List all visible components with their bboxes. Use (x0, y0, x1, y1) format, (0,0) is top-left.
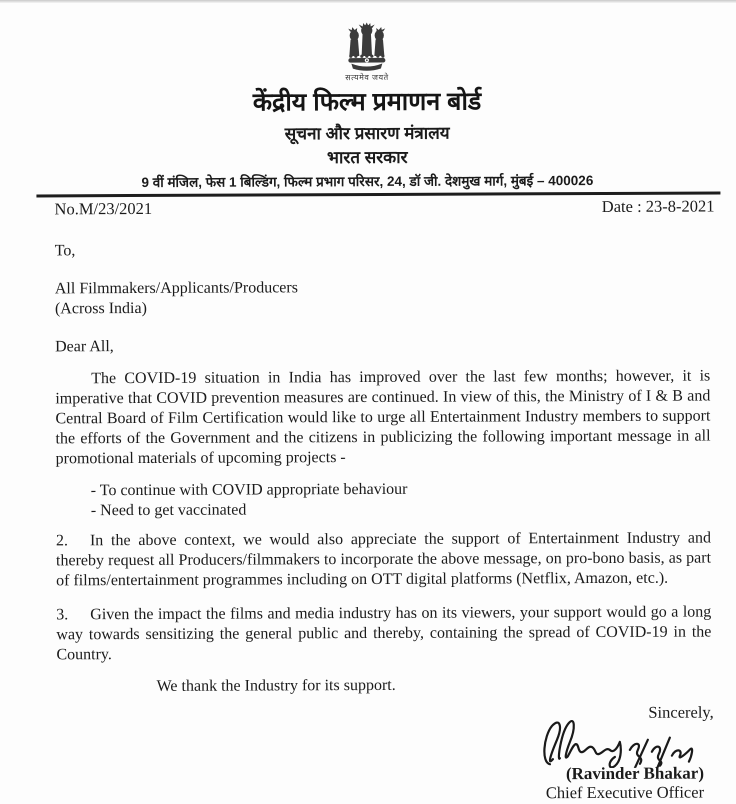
to-label: To, (54, 242, 76, 260)
bullet-vaccinated: - Need to get vaccinated (90, 501, 247, 520)
recipient-line1: All Filmmakers/Applicants/Producers (54, 279, 298, 298)
reference-row (54, 196, 714, 219)
signatory-title: Chief Executive Officer (545, 782, 705, 803)
greeting: Dear All, (55, 338, 114, 356)
message-bullets (91, 479, 711, 522)
signatory-name: (Ravinder Bhakar) (565, 763, 705, 784)
paragraph-2-text: In the above context, we would also appreciate the support of Entertainment Industry and thereby request all Producers/filmmakers to incorporate the above message, on pro-bono basis, as part of films/entertainment programmes including on OTT digital platforms (Netflix, Amazon, etc.). (56, 529, 712, 590)
closing-thanks: We thank the Industry for its support. (156, 676, 396, 695)
paragraph-3-text: Given the impact the films and media industry has on its viewers, your support would go a long way towards sensitizing the general public and thereby, containing the spread of COVID-19 in the Country. (56, 603, 712, 664)
paragraph-3 (56, 603, 711, 666)
ashoka-emblem-icon (0, 20, 735, 73)
paragraph-1: The COVID-19 situation in India has improved over the last few months; however, it is imperative that COVID prevention measures are continued. In view of this, the Ministry of I & B and Central Board of Film Certification would like to urge all Entertainment Industry members to support the efforts of the Government and the citizens in publicizing the following important message in all promotional materials of upcoming projects - (55, 367, 711, 468)
paragraph-2 (56, 529, 711, 592)
recipient-block (55, 277, 710, 320)
recipient-line2: (Across India) (54, 299, 147, 318)
paragraph-3-number: 3. (56, 606, 69, 624)
office-address: 9 वीं मंजिल, फेस 1 बिल्डिंग, फिल्म प्रभाग परिसर, 24, डॉ जी. देशमुख मार्ग, मुंबई – 400026 (141, 173, 594, 190)
letter-date: Date : 23-8-2021 (601, 196, 715, 216)
government-name: भारत सरकार (326, 147, 408, 168)
signature-block (2, 702, 714, 804)
sincerely-label: Sincerely, (648, 702, 714, 722)
signature-scribble (2, 714, 708, 771)
letterhead (0, 0, 735, 192)
bullet-covid-behaviour: - To continue with COVID appropriate behaviour (90, 480, 408, 500)
org-name: केंद्रीय फिल्म प्रमाणन बोर्ड (252, 87, 482, 117)
emblem-motto: सत्यमेव जयते (345, 72, 389, 83)
reference-number: No.M/23/2021 (54, 198, 153, 219)
paragraph-2-number: 2. (55, 532, 68, 550)
ministry-name: सूचना और प्रसारण मंत्रालय (284, 123, 450, 144)
